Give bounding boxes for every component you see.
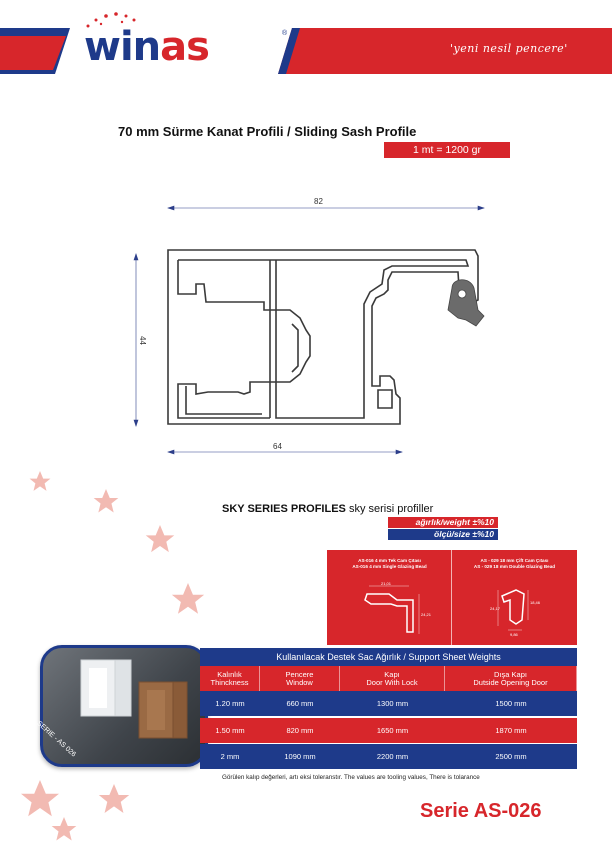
bead-as016-dim-width: 21,01 (381, 581, 392, 586)
header (0, 0, 612, 80)
dim-height: 44 (137, 336, 147, 345)
profile-drawing (0, 180, 612, 470)
support-table-heading: Kullanılacak Destek Sac Ağırlık / Support Sheet Weights (200, 648, 577, 666)
table-row: 1.20 mm 660 mm 1300 mm 1500 mm (200, 691, 577, 716)
serie-label: Serie AS-026 (420, 800, 542, 822)
col-outside-door: Dışa Kapı Dutside Opening Door (445, 666, 577, 691)
page-title: 70 mm Sürme Kanat Profili / Sliding Sash Profile (118, 124, 417, 139)
bead-as029-dim-height: 24,17 (490, 606, 501, 611)
table-row: 1.50 mm 820 mm 1650 mm 1870 mm (200, 718, 577, 743)
bead-label-line2: AS-016 4 mm Single Glazing Bead (352, 564, 427, 569)
sky-series-title: SKY SERIES PROFILES sky serisi profiller (222, 503, 434, 515)
bead-as016-dim-height: 24,21 (421, 612, 432, 617)
bead-as029-dim-depth: 18,46 (530, 600, 541, 605)
bead-as029-drawing (452, 550, 577, 645)
photo-caption: SERIE - AS 026 (35, 720, 78, 759)
slogan: 'yeni nesil pencere' (450, 42, 568, 55)
bead-as029-dim-width: 9,86 (510, 632, 518, 637)
col-door: Kapı Door With Lock (340, 666, 445, 691)
bead-label-line1: AS-016 4 mm Tek Cam Çıtası (358, 558, 421, 563)
registered-mark: ® (282, 30, 288, 37)
glazing-beads-panel (327, 550, 577, 645)
col-thickness: Kalınlık Thinckness (200, 666, 260, 691)
dim-width-bottom: 64 (273, 442, 282, 451)
tolerance-size: ölçü/size ±%10 (388, 529, 498, 540)
logo: winas (84, 24, 209, 70)
table-header-row (200, 666, 577, 691)
bead-label-line2: AS - 029 18 mm Double Glazing Bead (473, 564, 556, 569)
bead-as029 (452, 550, 577, 645)
table-row: 2 mm 1090 mm 2200 mm 2500 mm (200, 744, 577, 769)
tolerance-note: Görülen kalıp değerleri, artı eksi toleranstır. The values are tooling values, There is tolarance (222, 774, 480, 781)
support-sheet-table (200, 648, 577, 769)
col-window: Pencere Window (260, 666, 340, 691)
bead-label-line1: AS - 029 18 mm Çift Cam Çıtası (480, 558, 549, 563)
tolerance-weight: ağırlık/weight ±%10 (388, 517, 498, 528)
bead-as016 (327, 550, 452, 645)
weight-badge: 1 mt = 1200 gr (384, 142, 510, 158)
bead-as016-drawing (327, 550, 452, 645)
dim-width-top: 82 (314, 197, 323, 206)
